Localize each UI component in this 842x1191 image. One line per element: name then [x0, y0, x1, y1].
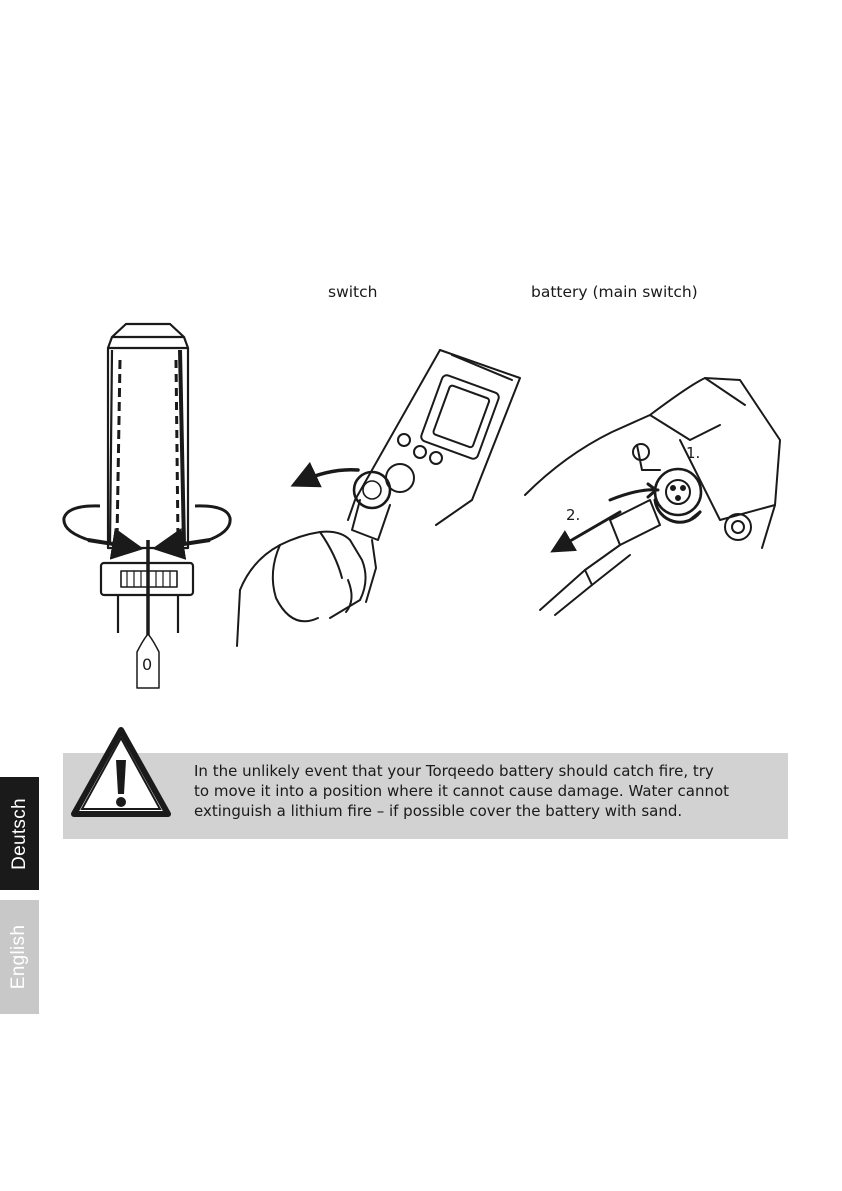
step-1-label: 1.	[686, 444, 701, 462]
remote-switch-illustration	[237, 350, 520, 646]
warning-line: to move it into a position where it cannot cause damage. Water cannot	[194, 782, 730, 800]
warning-line: In the unlikely event that your Torqeedo battery should catch fire, try	[194, 762, 714, 780]
language-tab-english[interactable]	[0, 900, 39, 1014]
warning-triangle-icon	[70, 726, 172, 820]
battery-connector-illustration	[525, 378, 780, 615]
fire-warning-text	[194, 761, 784, 821]
switch-caption: switch	[328, 283, 378, 301]
language-tab-label: Deutsch	[8, 797, 30, 870]
tiller-illustration	[64, 324, 230, 688]
warning-line: extinguish a lithium fire – if possible cover the battery with sand.	[194, 802, 683, 820]
language-tab-deutsch[interactable]	[0, 777, 39, 890]
tiller-zero-label: 0	[142, 655, 153, 674]
language-tab-label: English	[8, 924, 30, 990]
step-2-label: 2.	[566, 506, 581, 524]
shutdown-illustrations	[0, 300, 842, 700]
battery-main-switch-caption: battery (main switch)	[531, 283, 698, 301]
